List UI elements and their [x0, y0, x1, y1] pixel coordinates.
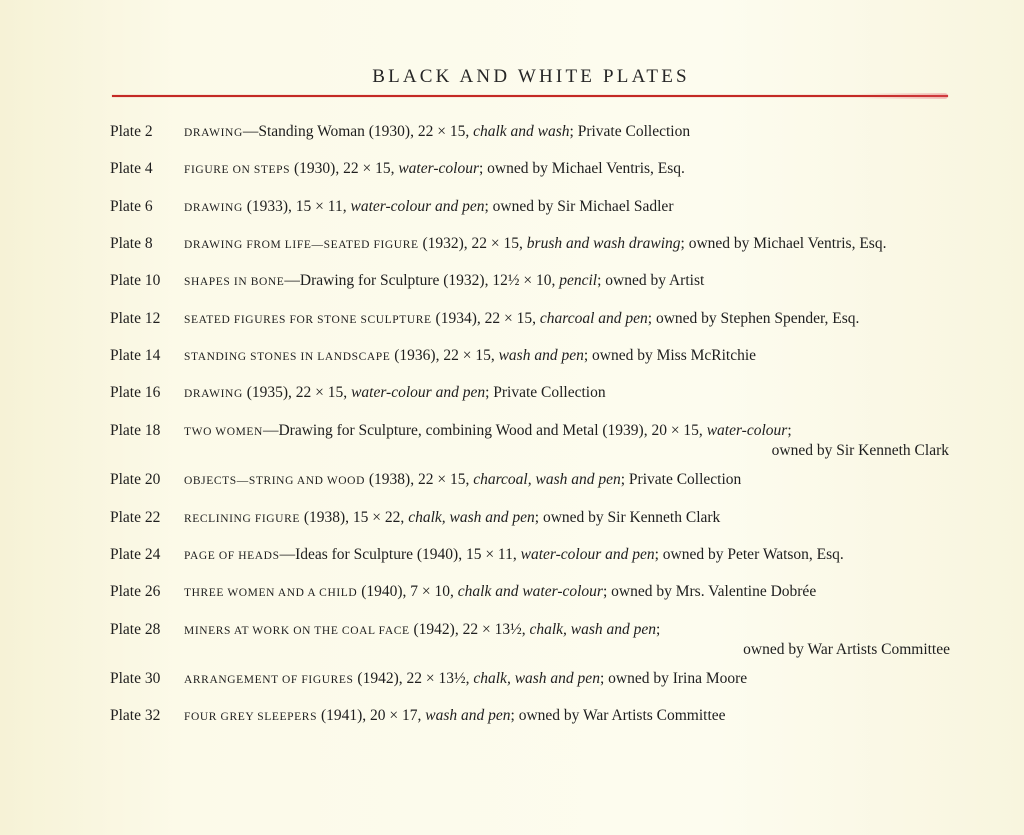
plate-details: —Drawing for Sculpture (1932), 12½ × 10,: [284, 272, 556, 289]
plate-title: PAGE OF HEADS: [184, 550, 280, 562]
plate-title: FOUR GREY SLEEPERS: [184, 711, 318, 723]
plate-label: Plate 8: [110, 235, 153, 252]
plate-description: [184, 309, 859, 330]
plate-medium: chalk and wash: [473, 123, 570, 140]
plate-details: (1930), 22 × 15,: [290, 160, 395, 177]
plate-details: (1936), 22 × 15,: [390, 347, 495, 364]
plate-details: —Standing Woman (1930), 22 × 15,: [242, 123, 470, 140]
plate-description: [184, 508, 720, 529]
plate-owner: ;: [656, 621, 661, 638]
plate-description: [184, 545, 844, 566]
plate-description: [184, 421, 792, 442]
plate-owner: ; owned by Sir Kenneth Clark: [534, 509, 721, 526]
plate-title: DRAWING: [184, 388, 243, 400]
plate-medium: water-colour: [398, 160, 479, 177]
plate-details: (1941), 20 × 17,: [317, 707, 422, 724]
plate-medium: water-colour and pen: [520, 546, 655, 563]
plate-title: FIGURE ON STEPS: [184, 164, 291, 176]
plate-medium: brush and wash drawing: [526, 235, 681, 252]
plate-title: RECLINING FIGURE: [184, 513, 300, 525]
plate-label: Plate 6: [110, 198, 153, 215]
plate-description: [184, 706, 726, 727]
plate-label: Plate 14: [110, 347, 161, 364]
plate-medium: charcoal, wash and pen: [473, 471, 621, 488]
plate-label: Plate 30: [110, 670, 161, 687]
plate-details: (1938), 15 × 22,: [299, 509, 405, 526]
plate-owner: ; Private Collection: [620, 471, 742, 488]
page-title: BLACK AND WHITE PLATES: [372, 66, 690, 87]
plate-medium: chalk and water-colour: [457, 583, 603, 600]
plate-medium: wash and pen: [498, 347, 584, 364]
plate-owner: ; owned by Mrs. Valentine Dobrée: [602, 583, 817, 600]
plate-owner: ; owned by Stephen Spender, Esq.: [647, 310, 860, 327]
plate-details: (1933), 15 × 11,: [242, 198, 347, 215]
plate-title: ARRANGEMENT OF FIGURES: [184, 674, 354, 686]
plate-medium: wash and pen: [425, 707, 511, 724]
plate-description: [184, 346, 756, 367]
plate-owner: ; owned by Peter Watson, Esq.: [654, 546, 844, 563]
plate-title: SHAPES IN BONE: [184, 276, 285, 288]
plate-label: Plate 20: [110, 471, 161, 488]
plate-details: (1942), 22 × 13½,: [409, 621, 526, 638]
plate-owner: ; owned by Artist: [597, 272, 705, 289]
plate-owner: ; Private Collection: [485, 384, 606, 401]
plate-title: TWO WOMEN: [184, 426, 263, 438]
plate-medium: chalk, wash and pen: [408, 509, 535, 526]
plate-description: [184, 159, 685, 180]
plate-owner: ; owned by War Artists Committee: [510, 707, 726, 724]
plate-medium: chalk, wash and pen: [529, 621, 657, 638]
plate-medium: charcoal and pen: [539, 310, 648, 327]
plate-label: Plate 10: [110, 272, 161, 289]
plate-details: (1940), 7 × 10,: [357, 583, 454, 600]
plate-label: Plate 12: [110, 310, 161, 327]
plate-title: DRAWING FROM LIFE—SEATED FIGURE: [184, 239, 419, 251]
plate-description: [184, 122, 690, 143]
plate-label: Plate 2: [110, 123, 153, 140]
plate-owner-continuation: owned by War Artists Committee: [743, 641, 950, 658]
plate-description: [184, 383, 606, 404]
plate-owner: ; owned by Miss McRitchie: [583, 347, 757, 364]
plate-title: OBJECTS—STRING AND WOOD: [184, 475, 365, 487]
plate-title: MINERS AT WORK ON THE COAL FACE: [184, 625, 410, 637]
plate-medium: water-colour: [706, 422, 788, 439]
plate-title: SEATED FIGURES FOR STONE SCULPTURE: [184, 314, 432, 326]
plate-owner: ; Private Collection: [569, 123, 691, 140]
plate-title: THREE WOMEN AND A CHILD: [184, 587, 358, 599]
plate-label: Plate 16: [110, 384, 161, 401]
plate-description: [184, 271, 704, 292]
plate-owner: ; owned by Michael Ventris, Esq.: [478, 160, 685, 177]
plate-owner: ; owned by Sir Michael Sadler: [484, 198, 674, 215]
plate-label: Plate 26: [110, 583, 161, 600]
plate-owner-continuation: owned by Sir Kenneth Clark: [771, 442, 949, 459]
plate-label: Plate 28: [110, 621, 161, 638]
plate-details: (1934), 22 × 15,: [431, 310, 536, 327]
plate-details: —Ideas for Sculpture (1940), 15 × 11,: [279, 546, 517, 563]
plate-title: DRAWING: [184, 127, 243, 139]
plate-owner: ; owned by Michael Ventris, Esq.: [680, 235, 887, 252]
plate-description: [184, 669, 747, 690]
plate-title: STANDING STONES IN LANDSCAPE: [184, 351, 391, 363]
plate-label: Plate 22: [110, 509, 161, 526]
plate-medium: water-colour and pen: [350, 198, 485, 215]
plate-details: (1932), 22 × 15,: [418, 235, 523, 252]
plate-description: [184, 582, 816, 603]
plate-medium: water-colour and pen: [351, 384, 486, 401]
plate-medium: pencil: [559, 272, 598, 289]
plate-medium: chalk, wash and pen: [473, 670, 600, 687]
plate-label: Plate 24: [110, 546, 161, 563]
plate-details: (1942), 22 × 13½,: [353, 670, 470, 687]
plate-description: [184, 234, 886, 255]
plate-label: Plate 32: [110, 707, 161, 724]
plate-label: Plate 18: [110, 422, 161, 439]
plate-owner: ;: [787, 422, 792, 439]
plate-description: [184, 620, 660, 641]
plate-details: —Drawing for Sculpture, combining Wood and Metal (1939), 20 × 15,: [262, 422, 703, 439]
plate-details: (1935), 22 × 15,: [242, 384, 348, 401]
plate-title: DRAWING: [184, 202, 243, 214]
plate-label: Plate 4: [110, 160, 153, 177]
plate-owner: ; owned by Irina Moore: [599, 670, 748, 687]
plate-details: (1938), 22 × 15,: [365, 471, 470, 488]
plate-description: [184, 470, 741, 491]
plate-description: [184, 197, 673, 218]
